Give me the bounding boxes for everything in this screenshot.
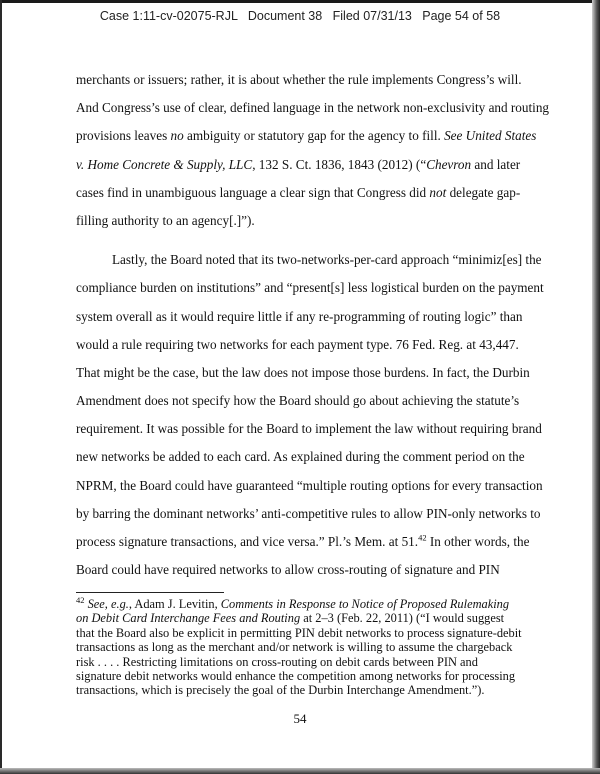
footnote-line <box>76 669 528 683</box>
italic-text: not <box>429 184 447 200</box>
text-line <box>76 359 528 387</box>
text-run: , Adam J. Levitin, <box>128 597 221 611</box>
text-line <box>76 387 528 415</box>
text-line <box>76 246 542 274</box>
text-run: risk . . . . Restricting limitations on cross-routing on debit cards between PIN and <box>76 654 478 669</box>
text-line <box>76 556 528 584</box>
text-run: process signature transactions, and vice versa.” Pl.’s Mem. at 51. <box>76 534 419 549</box>
italic-text: Chevron <box>426 156 472 172</box>
text-run: merchants or issuers; rather, it is about whether the rule implements Congress’s will. <box>76 72 522 87</box>
italic-text: See, e.g. <box>87 597 129 611</box>
footnote-line <box>76 683 528 697</box>
italic-text: v. Home Concrete & Supply, LLC <box>76 156 253 172</box>
text-line <box>76 500 541 528</box>
text-run: transactions, which is precisely the goal of the Durbin Interchange Amendment.”). <box>76 683 485 698</box>
text-line <box>76 94 550 122</box>
text-run: cases find in unambiguous language a clear sign that Congress did <box>76 184 430 200</box>
footnote-ref: 42 <box>418 532 427 543</box>
text-run: and later <box>471 156 521 172</box>
paragraph-1 <box>76 66 550 235</box>
text-line <box>76 303 528 331</box>
text-run: Board could have required networks to allow cross-routing of signature and PIN <box>76 562 500 578</box>
text-line <box>76 472 543 500</box>
text-run: delegate gap- <box>446 184 521 200</box>
scan-edge-right <box>592 0 600 774</box>
footnote-line <box>76 626 528 640</box>
body-text <box>76 66 550 584</box>
scan-edge-top <box>0 0 600 3</box>
footnote-line <box>76 655 528 669</box>
text-line <box>76 274 544 302</box>
footnote-line <box>76 640 528 654</box>
text-run: signature debit networks would enhance the competition among networks for processing <box>76 669 516 684</box>
text-run: system overall as it would require little if any re-programming of routing logic” than <box>76 308 523 324</box>
text-run: would a rule requiring two networks for each payment type. 76 Fed. Reg. at 43,447. <box>76 336 519 352</box>
scan-edge-left <box>0 0 2 774</box>
text-run: , 132 S. Ct. 1836, 1843 (2012) (“ <box>252 156 427 172</box>
text-line <box>76 179 528 207</box>
footnote-42 <box>76 594 528 698</box>
text-run: transactions as long as the merchant and/or network is willing to assume the chargeback <box>76 640 513 655</box>
text-line <box>76 207 528 235</box>
text-line <box>76 66 528 94</box>
text-run: at 2–3 (Feb. 22, 2011) (“I would suggest <box>300 611 505 626</box>
text-run: And Congress’s use of clear, defined language in the network non-exclusivity and routing <box>76 100 550 116</box>
text-run: requirement. It was possible for the Board to implement the law without requiring brand <box>76 421 542 437</box>
italic-text: on Debit Card Interchange Fees and Routing <box>76 611 301 626</box>
footnote-number: 42 <box>76 594 85 605</box>
text-run: That might be the case, but the law does not impose those burdens. In fact, the Durbin <box>76 364 530 380</box>
italic-text: See United States <box>444 128 537 144</box>
footnote-line <box>76 611 528 625</box>
italic-text: Comments in Response to Notice of Proposed Rulemaking <box>220 597 510 611</box>
italic-text: no <box>170 128 184 144</box>
text-line <box>76 443 528 471</box>
text-line <box>76 331 528 359</box>
text-run: compliance burden on institutions” and “present[s] less logistical burden on the payment <box>76 280 544 296</box>
text-line <box>76 122 537 150</box>
text-run: In other words, the <box>426 534 530 549</box>
text-run: provisions leaves <box>76 128 171 144</box>
text-run: filling authority to an agency[.]”). <box>76 212 255 228</box>
text-line <box>76 151 528 179</box>
text-run: new networks be added to each card. As explained during the comment period on the <box>76 449 525 465</box>
text-run: by barring the dominant networks’ anti-competitive rules to allow PIN-only networks to <box>76 505 541 521</box>
page-number: 54 <box>293 711 307 726</box>
text-run: that the Board also be explicit in permitting PIN debit networks to process signature-debit <box>76 625 522 640</box>
paragraph-2 <box>76 246 544 584</box>
text-line <box>76 528 528 556</box>
text-run: Lastly, the Board noted that its two-networks-per-card approach “minimiz[es] the <box>112 252 542 268</box>
footnote-line <box>76 594 528 611</box>
text-run: Amendment does not specify how the Board should go about achieving the statute’s <box>76 393 520 409</box>
scan-edge-bottom <box>0 768 600 774</box>
text-run: NPRM, the Board could have guaranteed “multiple routing options for every transaction <box>76 477 543 493</box>
text-line <box>76 415 542 443</box>
footnote-separator <box>76 592 224 593</box>
text-run: ambiguity or statutory gap for the agency to fill. <box>183 128 445 144</box>
case-header: Case 1:11-cv-02075-RJL Document 38 Filed 07/31/13 Page 54 of 58 <box>99 9 501 23</box>
